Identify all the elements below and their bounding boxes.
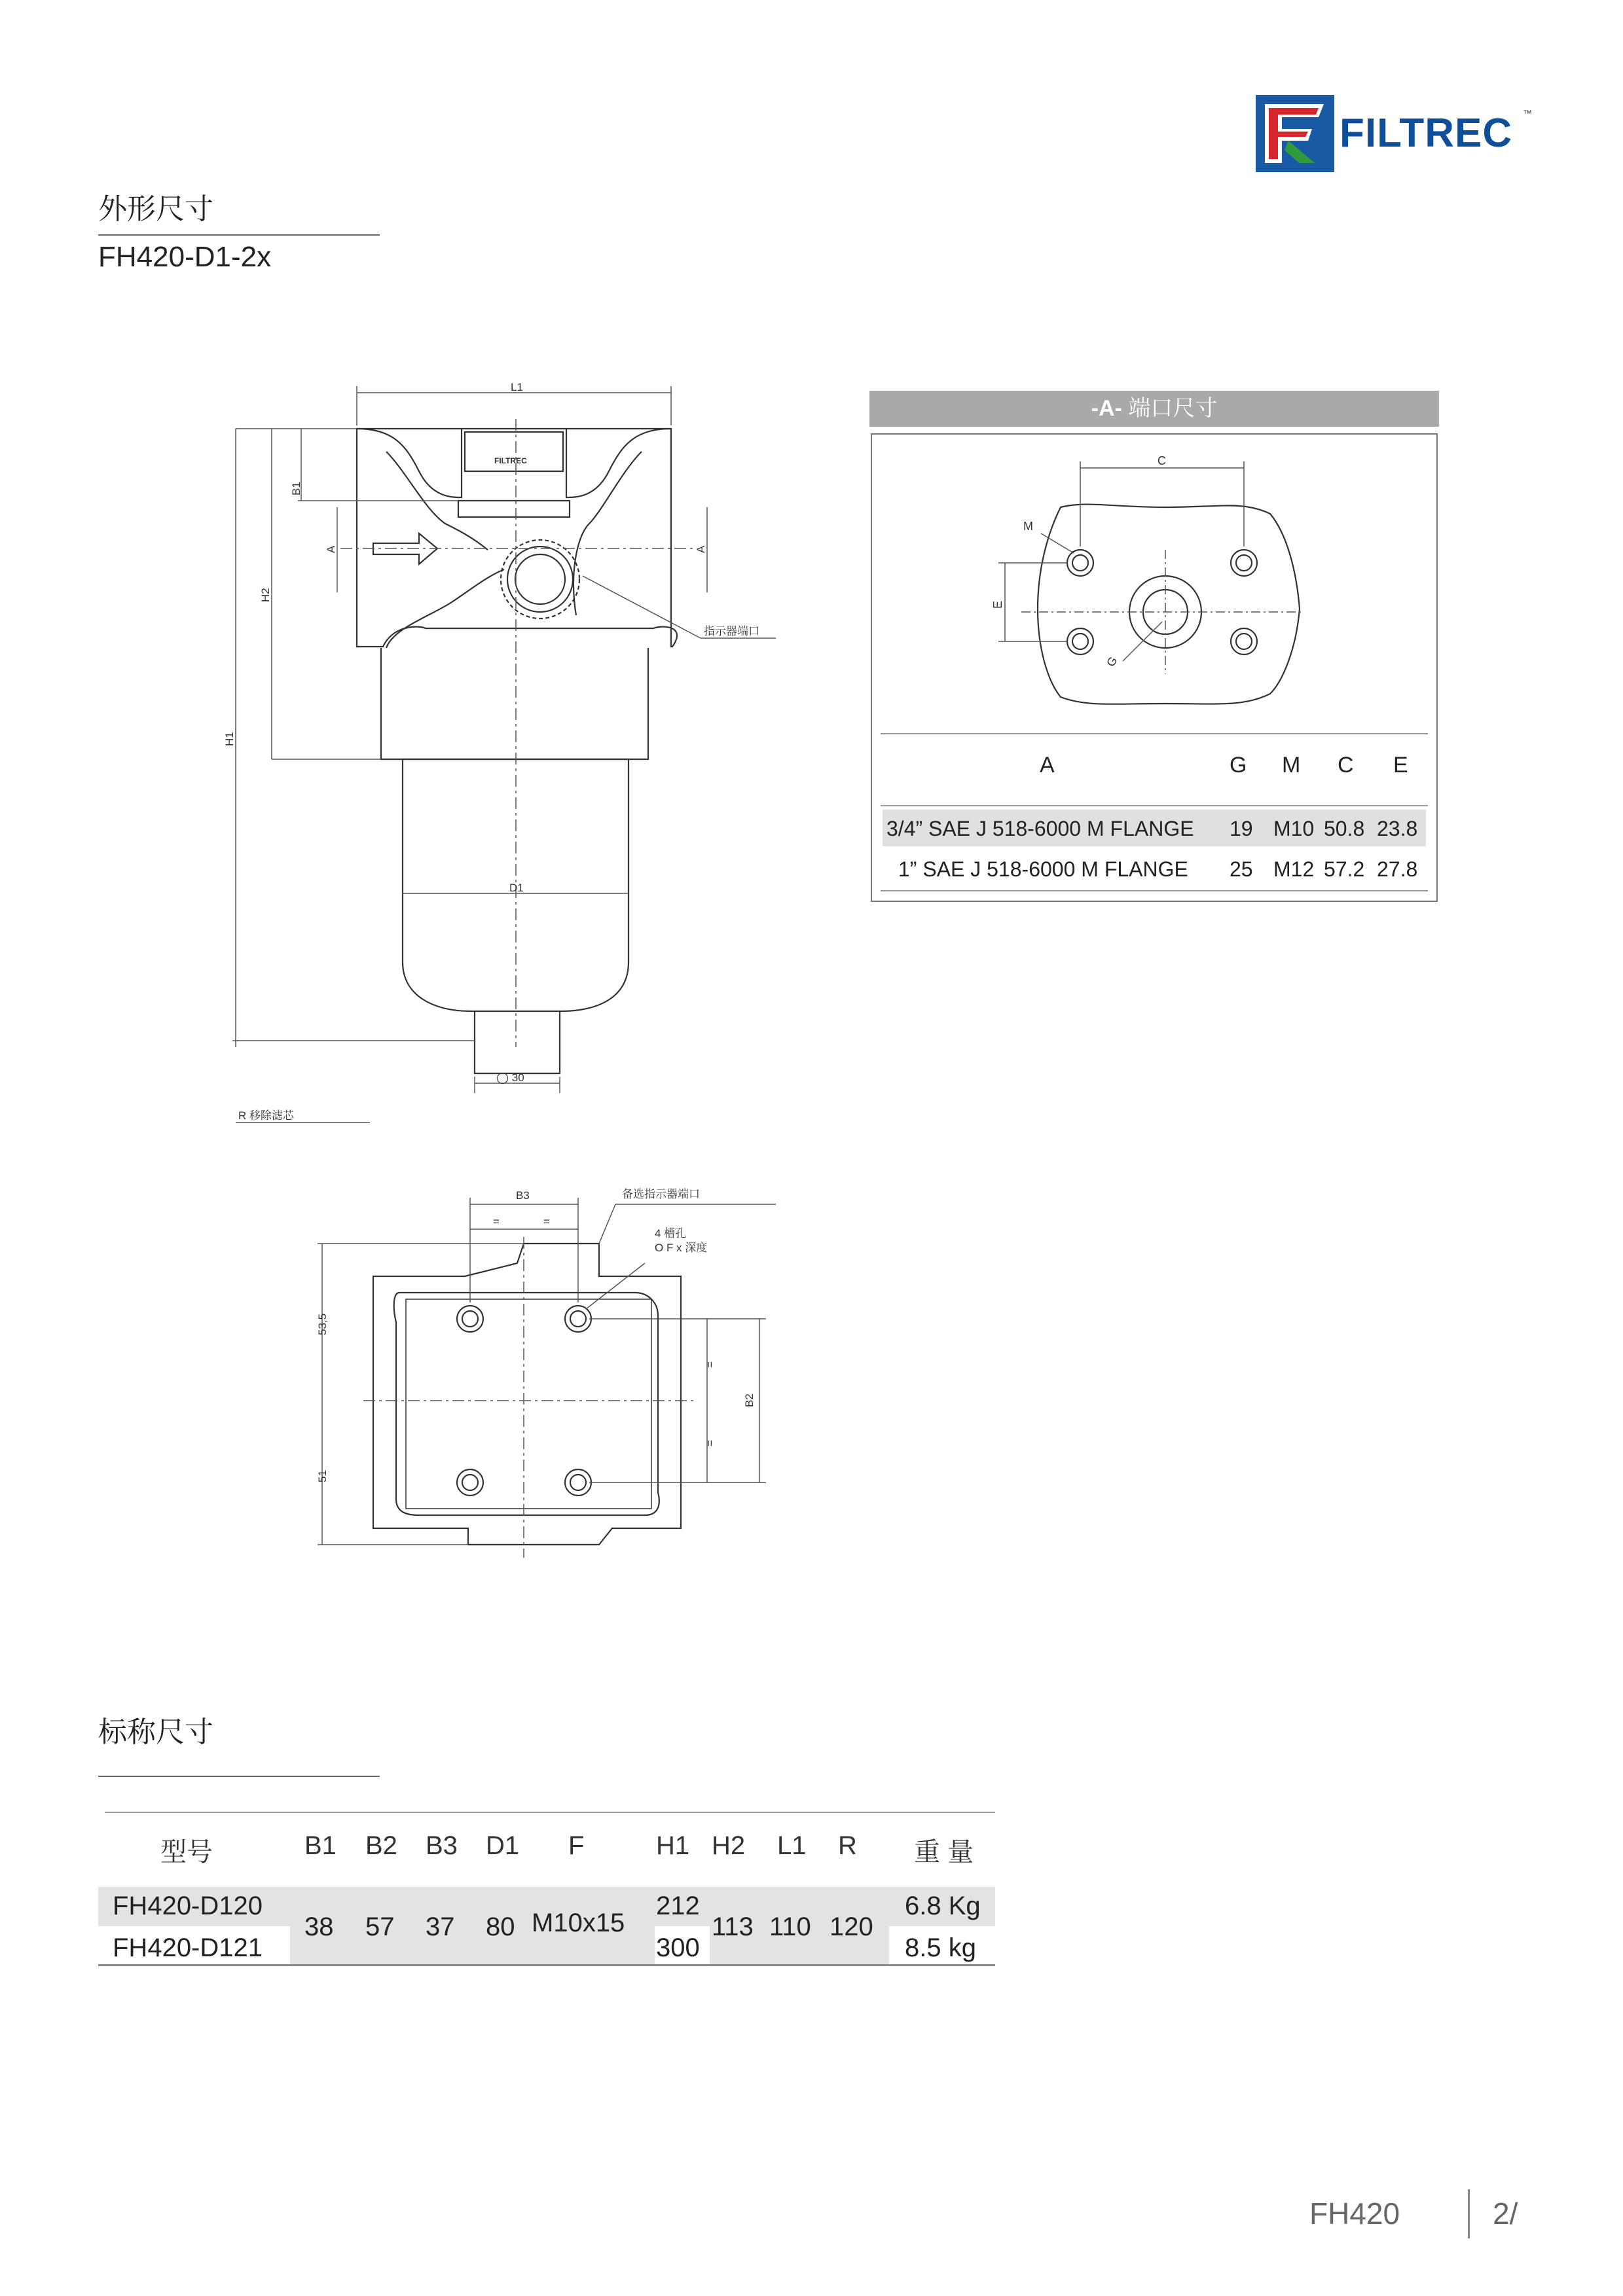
label-a-right: A [695,545,707,553]
value-d1: 80 [486,1912,515,1941]
section-title-dimensions: 外形尺寸 [98,193,213,225]
header-model: 型号 [160,1838,213,1867]
value-r: 120 [830,1912,873,1941]
trademark-mark: ™ [1523,108,1532,118]
port-row2-m: M12 [1273,857,1315,881]
port-row1-c: 50.8 [1324,817,1365,840]
header-b1: B1 [304,1831,337,1860]
port-row1-m: M10 [1273,817,1315,840]
brand-name: FILTREC [1340,111,1513,156]
value-h1-row1: 212 [656,1892,700,1920]
label-hex30: ◯ 30 [496,1071,524,1084]
header-f: F [568,1831,585,1860]
weight-row1: 6.8 Kg [905,1892,981,1920]
footer-divider [1468,2189,1470,2238]
label-b1: B1 [290,482,302,495]
weight-row2: 8.5 kg [905,1933,976,1962]
port-table-rule [881,733,1428,734]
value-b2: 57 [365,1912,395,1941]
footer-page-number: 2/ [1493,2197,1518,2231]
label-d1: D1 [509,882,524,894]
label-remove-element: R 移除滤芯 [238,1109,294,1122]
label-b3: B3 [516,1189,530,1202]
model-title: FH420-D1-2x [98,241,272,273]
port-panel-title [869,391,1439,427]
port-header-c: C [1338,753,1354,778]
header-h2: H2 [712,1831,746,1860]
port-row1-e: 23.8 [1377,817,1418,840]
value-b3: 37 [426,1912,455,1941]
header-weight: 重 量 [914,1838,974,1867]
label-51: 51 [316,1470,329,1482]
label-l1: L1 [511,381,523,393]
table-top-rule [105,1812,995,1813]
port-panel-title-rest: 端口尺寸 [1122,396,1218,421]
header-b2: B2 [365,1831,397,1860]
label-a-left: A [325,545,337,553]
value-h1-row2: 300 [656,1933,700,1962]
value-l1: 110 [769,1912,811,1941]
label-53-5: 53,5 [316,1313,329,1335]
port-row1-g: 19 [1230,817,1253,840]
port-header-g: G [1230,753,1247,778]
front-view-dimensions [232,386,776,1122]
label-housing-logo: FILTREC [494,456,527,465]
bottom-view [373,1244,681,1545]
value-h2: 113 [712,1912,754,1941]
port-header-m: M [1282,753,1301,778]
section-rule [98,1776,380,1777]
model-row2: FH420-D121 [113,1933,263,1962]
label-eq-1: = [493,1215,500,1228]
port-table-rule [881,805,1428,806]
label-indicator-port: 指示器端口 [704,625,759,637]
port-table-rule [881,890,1428,891]
label-m: M [1023,520,1033,533]
label-h1: H1 [223,732,236,746]
label-slots-line2: O F x 深度 [655,1242,708,1254]
table-bottom-rule [98,1964,995,1966]
bottom-view-labels [316,1188,756,1482]
port-panel-title-bold: -A- [1091,396,1122,421]
port-header-a: A [1040,753,1055,778]
port-row2-g: 25 [1230,857,1253,881]
label-h2: H2 [259,588,272,602]
front-view [357,429,677,1073]
model-row1: FH420-D120 [113,1892,263,1920]
label-slots-line1: 4 槽孔 [655,1227,687,1240]
footer-model: FH420 [1309,2197,1400,2231]
header-d1: D1 [486,1831,520,1860]
label-eq-4: = [704,1440,716,1446]
section-title-nominal-dimensions: 标称尺寸 [98,1716,213,1748]
value-b1: 38 [304,1912,334,1941]
label-b2: B2 [743,1393,756,1407]
label-e: E [991,600,1004,609]
header-b3: B3 [426,1831,458,1860]
port-row1-a: 3/4” SAE J 518-6000 M FLANGE [886,817,1194,840]
label-eq-2: = [543,1215,550,1228]
port-row2-a: 1” SAE J 518-6000 M FLANGE [898,857,1188,881]
label-g: G [1104,654,1120,669]
label-optional-indicator-port: 备选指示器端口 [622,1188,700,1200]
port-row2-c: 57.2 [1324,857,1365,881]
header-h1: H1 [656,1831,690,1860]
port-header-e: E [1393,753,1408,778]
header-l1: L1 [777,1831,807,1860]
header-r: R [838,1831,857,1860]
port-row2-e: 27.8 [1377,857,1418,881]
label-eq-3: = [704,1361,716,1368]
value-f: M10x15 [532,1909,625,1937]
label-c: C [1158,454,1166,467]
